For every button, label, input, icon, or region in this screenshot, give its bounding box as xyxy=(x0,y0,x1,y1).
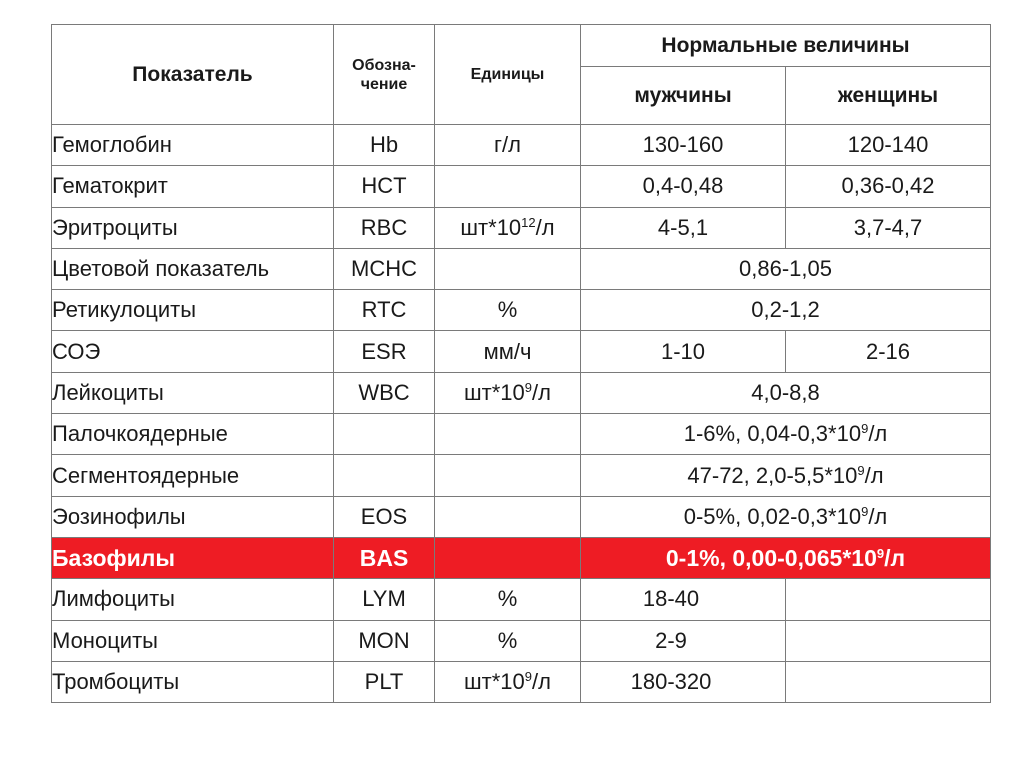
norm-men: 1-10 xyxy=(581,331,786,372)
indicator-unit: % xyxy=(435,290,581,331)
norm-men-value: 2-9 xyxy=(655,627,687,653)
norm-shared: 0,2-1,2 xyxy=(581,290,991,331)
indicator-name: Гемоглобин xyxy=(52,125,334,166)
indicator-unit xyxy=(435,372,581,413)
norm-women xyxy=(786,620,991,661)
indicator-code: MCHC xyxy=(334,248,435,289)
indicator-unit xyxy=(435,207,581,248)
header-designation-line1: Обозна- xyxy=(352,56,416,74)
value-exponent: 9 xyxy=(857,462,865,478)
norm-women: 3,7-4,7 xyxy=(786,207,991,248)
indicator-name: Ретикулоциты xyxy=(52,290,334,331)
indicator-unit: г/л xyxy=(435,125,581,166)
indicator-unit xyxy=(435,166,581,207)
indicator-unit xyxy=(435,455,581,496)
indicator-code: WBC xyxy=(334,372,435,413)
indicator-code: HCT xyxy=(334,166,435,207)
unit-base: шт*10 xyxy=(464,669,525,694)
indicator-unit xyxy=(435,661,581,702)
header-row-1 xyxy=(52,25,991,67)
indicator-unit: % xyxy=(435,579,581,620)
indicator-name: Сегментоядерные xyxy=(52,455,334,496)
table-row xyxy=(52,661,991,702)
indicator-name: Базофилы xyxy=(52,537,334,578)
indicator-name: Цветовой показатель xyxy=(52,248,334,289)
indicator-name: СОЭ xyxy=(52,331,334,372)
indicator-code xyxy=(334,414,435,455)
table-row xyxy=(52,248,991,289)
unit-exponent: 9 xyxy=(524,379,533,395)
header-units: Единицы xyxy=(435,25,581,125)
table-row xyxy=(52,579,991,620)
table-row xyxy=(52,620,991,661)
header-indicator: Показатель xyxy=(52,25,334,125)
norm-women xyxy=(786,661,991,702)
indicator-name: Лимфоциты xyxy=(52,579,334,620)
norm-women: 120-140 xyxy=(786,125,991,166)
unit-base: шт*10 xyxy=(464,379,525,405)
indicator-unit xyxy=(435,537,581,578)
value-base: 0-1%, 0,00-0,065*10 xyxy=(665,544,877,571)
header-men: мужчины xyxy=(581,67,786,125)
unit-tail: /л xyxy=(532,669,551,694)
value-tail: /л xyxy=(884,544,906,571)
norm-women: 2-16 xyxy=(786,331,991,372)
blood-norms-table xyxy=(51,24,991,703)
norm-women xyxy=(786,579,991,620)
norm-women: 0,36-0,42 xyxy=(786,166,991,207)
norm-shared: 4,0-8,8 xyxy=(581,372,991,413)
table-row xyxy=(52,290,991,331)
norm-men: 4-5,1 xyxy=(581,207,786,248)
value-tail: /л xyxy=(868,421,888,447)
indicator-name: Моноциты xyxy=(52,620,334,661)
table-row xyxy=(52,166,991,207)
header-women: женщины xyxy=(786,67,991,125)
unit-tail: /л xyxy=(532,379,551,405)
indicator-unit xyxy=(435,496,581,537)
table-row xyxy=(52,207,991,248)
indicator-unit xyxy=(435,414,581,455)
header-designation-line2: чение xyxy=(360,75,408,93)
table-row xyxy=(52,496,991,537)
table-row xyxy=(52,455,991,496)
norm-shared xyxy=(581,414,991,455)
value-exponent: 9 xyxy=(861,421,869,437)
norm-men-value: 180-320 xyxy=(630,669,712,694)
indicator-code: RBC xyxy=(334,207,435,248)
indicator-code xyxy=(334,455,435,496)
header-designation xyxy=(334,25,435,125)
unit-exponent: 9 xyxy=(524,669,533,684)
norm-shared xyxy=(581,496,991,537)
unit-base: шт*10 xyxy=(460,214,522,240)
indicator-code: BAS xyxy=(334,537,435,578)
table-row-highlighted xyxy=(52,537,991,578)
norm-men: 0,4-0,48 xyxy=(581,166,786,207)
indicator-name: Эритроциты xyxy=(52,207,334,248)
norm-men xyxy=(581,620,786,661)
norm-men xyxy=(581,579,786,620)
indicator-unit xyxy=(435,248,581,289)
value-base: 47-72, 2,0-5,5*10 xyxy=(687,462,858,488)
indicator-code: EOS xyxy=(334,496,435,537)
indicator-code: LYM xyxy=(334,579,435,620)
indicator-name: Гематокрит xyxy=(52,166,334,207)
value-base: 0-5%, 0,02-0,3*10 xyxy=(683,503,862,529)
indicator-code: ESR xyxy=(334,331,435,372)
norm-men: 130-160 xyxy=(581,125,786,166)
norm-shared xyxy=(581,455,991,496)
indicator-unit: мм/ч xyxy=(435,331,581,372)
unit-exponent: 12 xyxy=(521,214,536,230)
value-tail: /л xyxy=(868,503,888,529)
norm-shared xyxy=(581,537,991,578)
table-row xyxy=(52,125,991,166)
indicator-name: Лейкоциты xyxy=(52,372,334,413)
value-exponent: 9 xyxy=(861,503,869,519)
table-row xyxy=(52,331,991,372)
value-base: 1-6%, 0,04-0,3*10 xyxy=(683,421,862,447)
value-tail: /л xyxy=(864,462,884,488)
table-row xyxy=(52,414,991,455)
indicator-code: Hb xyxy=(334,125,435,166)
unit-tail: /л xyxy=(535,214,555,240)
table-row xyxy=(52,372,991,413)
indicator-name: Палочкоядерные xyxy=(52,414,334,455)
norm-men-value: 18-40 xyxy=(642,586,700,612)
indicator-code: MON xyxy=(334,620,435,661)
indicator-name: Тромбоциты xyxy=(52,661,334,702)
indicator-code: RTC xyxy=(334,290,435,331)
indicator-name: Эозинофилы xyxy=(52,496,334,537)
indicator-unit: % xyxy=(435,620,581,661)
indicator-code: PLT xyxy=(334,661,435,702)
header-normal-values: Нормальные величины xyxy=(581,25,991,67)
value-exponent: 9 xyxy=(876,545,885,561)
norm-men xyxy=(581,661,786,702)
norm-shared: 0,86-1,05 xyxy=(581,248,991,289)
